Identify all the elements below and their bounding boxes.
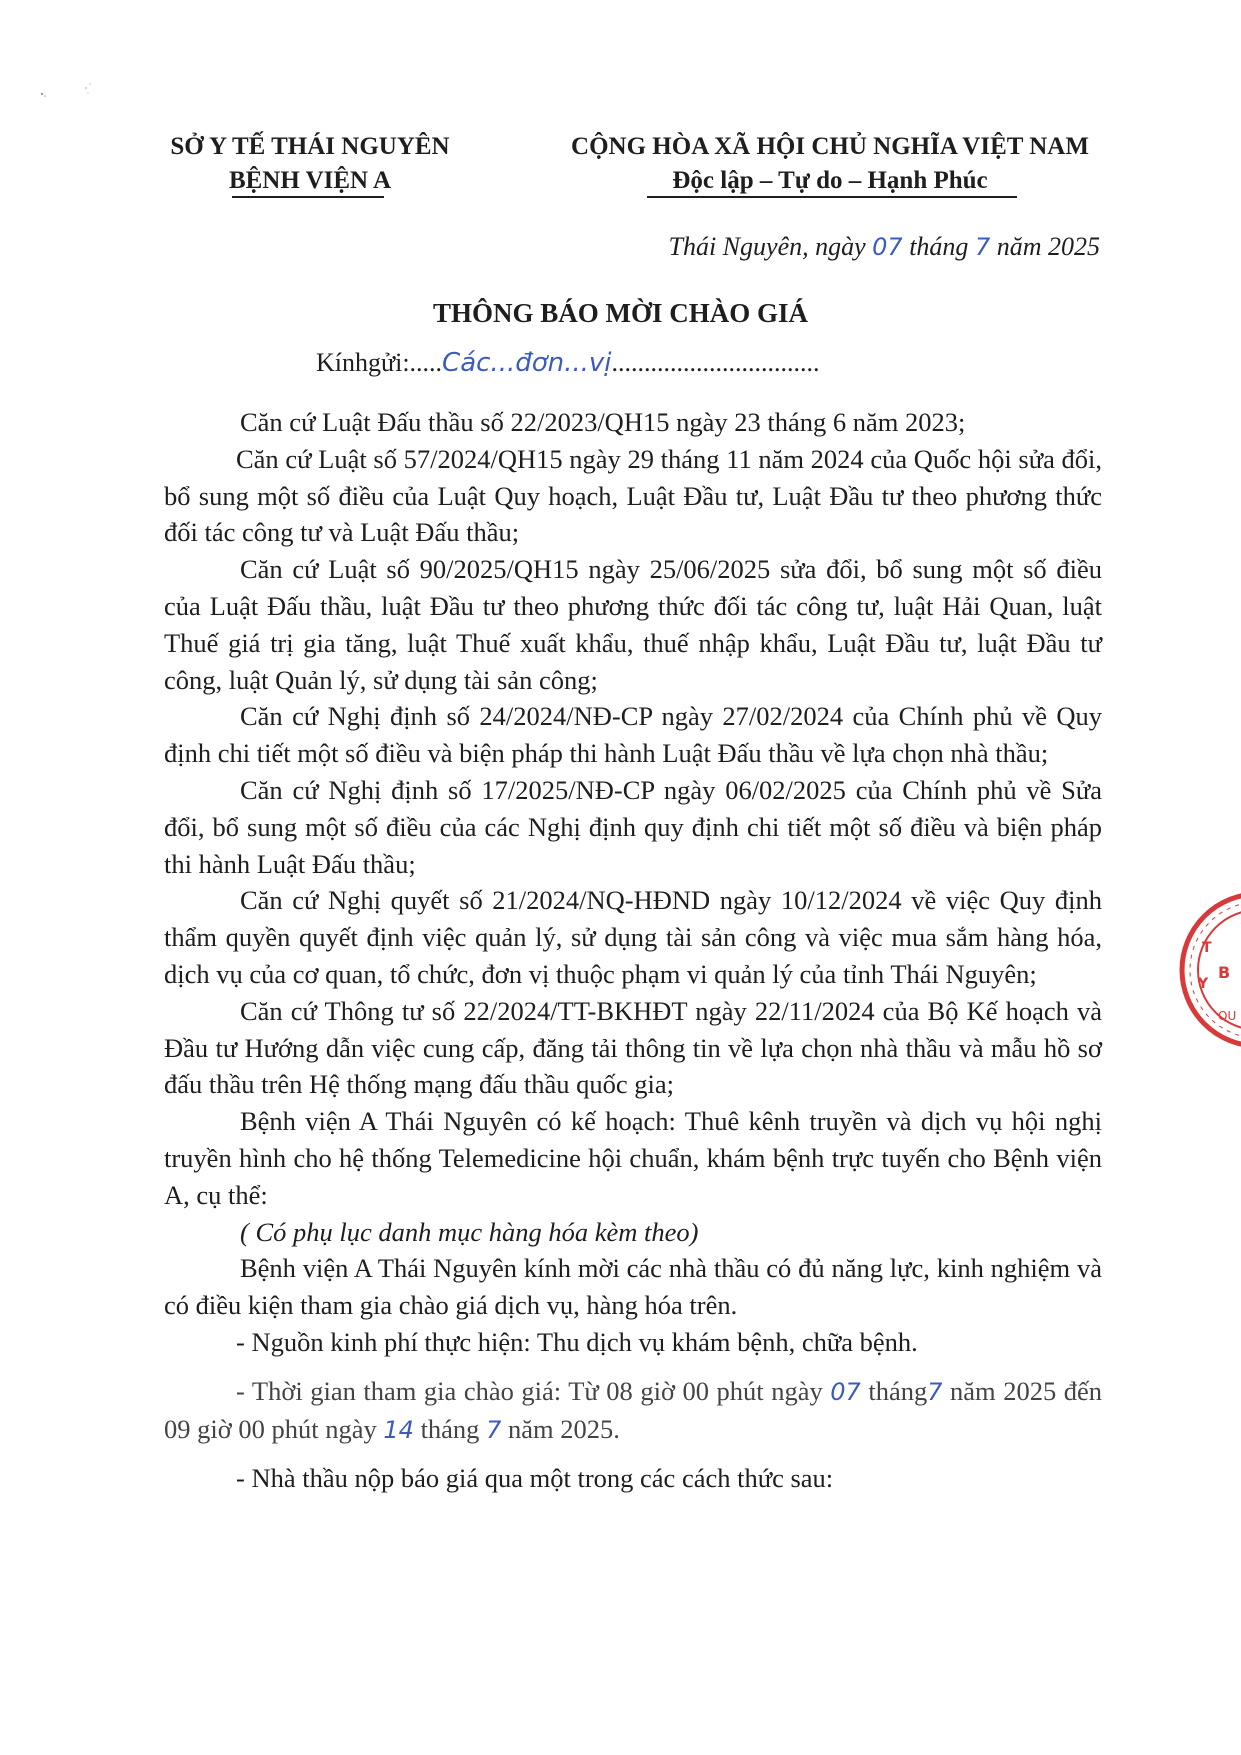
agency-parent: SỞ Y TẾ THÁI NGUYÊN (170, 133, 450, 160)
motto: Độc lập – Tự do – Hạnh Phúc (672, 167, 988, 194)
paragraph: Căn cứ Thông tư số 22/2024/TT-BKHĐT ngày 22/11/2024 của Bộ Kế hoạch và Đầu tư Hướng dẫn việc cung cấp, đăng tải thông tin về lựa chọn nhà thầu và mẫu hồ sơ đấu thầu trên Hệ thống mạng đấu thầu quốc gia; (164, 995, 1102, 1100)
handwritten-end-month: 7 (486, 1415, 502, 1444)
country-name: CỘNG HÒA XÃ HỘI CHỦ NGHĨA VIỆT NAM (571, 133, 1089, 160)
svg-text:T: T (1202, 940, 1212, 956)
submission-methods: - Nhà thầu nộp báo giá qua một trong các cách thức sau: (236, 1463, 834, 1494)
handwritten-recipient: Các...đơn...vị (442, 348, 612, 378)
svg-text:B: B (1218, 963, 1231, 982)
agency-name: BỆNH VIỆN A (228, 167, 392, 194)
place-and-date (560, 232, 1100, 262)
handwritten-start-month: 7 (927, 1377, 943, 1406)
paragraph: Bệnh viện A Thái Nguyên có kế hoạch: Thuê kênh truyền và dịch vụ hội nghị truyền hình cho hệ thống Telemedicine hội chuẩn, khám bệnh trực tuyến cho Bệnh viện A, cụ thể: (164, 1106, 1102, 1210)
handwritten-end-day: 14 (383, 1415, 414, 1444)
svg-text:Y: Y (1198, 976, 1209, 992)
date-prefix: Thái Nguyên, ngày (668, 232, 873, 261)
appendix-note: ( Có phụ lục danh mục hàng hóa kèm theo) (240, 1216, 699, 1247)
time-text: tháng (413, 1413, 487, 1444)
scan-specks (36, 80, 116, 120)
paragraph: Căn cứ Nghị quyết số 21/2024/NQ-HĐND ngày 10/12/2024 về việc Quy định thẩm quyền quyết định việc quản lý, sử dụng tài sản công và việc mua sắm hàng hóa, dịch vụ của cơ quan, tổ chức, đơn vị thuộc phạm vi quản lý của tỉnh Thái Nguyên; (164, 885, 1102, 989)
funding-source: - Nguồn kinh phí thực hiện: Thu dịch vụ khám bệnh, chữa bệnh. (236, 1326, 918, 1357)
document-body (164, 404, 1102, 1497)
handwritten-month: 7 (974, 233, 991, 261)
month-label: tháng (902, 232, 975, 261)
recipient-dots: ................................ (611, 348, 820, 377)
time-text: năm 2025 đến 09 giờ 00 phút ngày (164, 1375, 1103, 1444)
agency-underline (232, 196, 384, 198)
paragraph: Căn cứ Luật Đấu thầu số 22/2023/QH15 ngày 23 tháng 6 năm 2023; (240, 407, 966, 437)
recipient-label: Kínhgửi:..... (316, 348, 443, 377)
paragraph: Căn cứ Nghị định số 17/2025/NĐ-CP ngày 06/02/2025 của Chính phủ về Sửa đổi, bổ sung một số điều của các Nghị định quy định chi tiết một số điều và biện pháp thi hành Luật Đấu thầu; (164, 774, 1102, 879)
year-label: năm 2025 (990, 232, 1100, 261)
time-text: - Thời gian tham gia chào giá: Từ 08 giờ 00 phút ngày (236, 1375, 831, 1406)
time-text: tháng (860, 1375, 928, 1406)
handwritten-start-day: 07 (830, 1377, 861, 1406)
motto-underline (647, 196, 1017, 198)
bidding-time (164, 1373, 1102, 1449)
recipient-line (316, 348, 820, 378)
paragraph: Căn cứ Luật số 90/2025/QH15 ngày 25/06/2025 sửa đổi, bổ sung một số điều của Luật Đấu thầu, luật Đầu tư theo phương thức đối tác công tư, luật Hải Quan, luật Thuế giá trị gia tăng, luật Thuế xuất khẩu, thuế nhập khẩu, Luật Đầu tư, luật Đầu tư công, luật Quản lý, sử dụng tài sản công; (164, 554, 1102, 695)
paragraph: Căn cứ Luật số 57/2024/QH15 ngày 29 tháng 11 năm 2024 của Quốc hội sửa đổi, bổ sung một số điều của Luật Quy hoạch, Luật Đầu tư, Luật Đầu tư theo phương thức đối tác công tư và Luật Đấu thầu; (164, 443, 1102, 548)
red-stamp-partial (1178, 870, 1241, 1070)
issuing-agency (150, 130, 470, 198)
svg-text:QU: QU (1218, 1009, 1237, 1023)
handwritten-day: 07 (872, 233, 903, 261)
time-text: năm 2025. (501, 1413, 620, 1444)
document-title: THÔNG BÁO MỜI CHÀO GIÁ (432, 298, 809, 328)
paragraph: Căn cứ Nghị định số 24/2024/NĐ-CP ngày 27/02/2024 của Chính phủ về Quy định chi tiết một số điều và biện pháp thi hành Luật Đấu thầu về lựa chọn nhà thầu; (164, 701, 1102, 769)
paragraph: Bệnh viện A Thái Nguyên kính mời các nhà thầu có đủ năng lực, kinh nghiệm và có điều kiện tham gia chào giá dịch vụ, hàng hóa trên. (164, 1253, 1102, 1321)
national-motto (540, 130, 1120, 198)
